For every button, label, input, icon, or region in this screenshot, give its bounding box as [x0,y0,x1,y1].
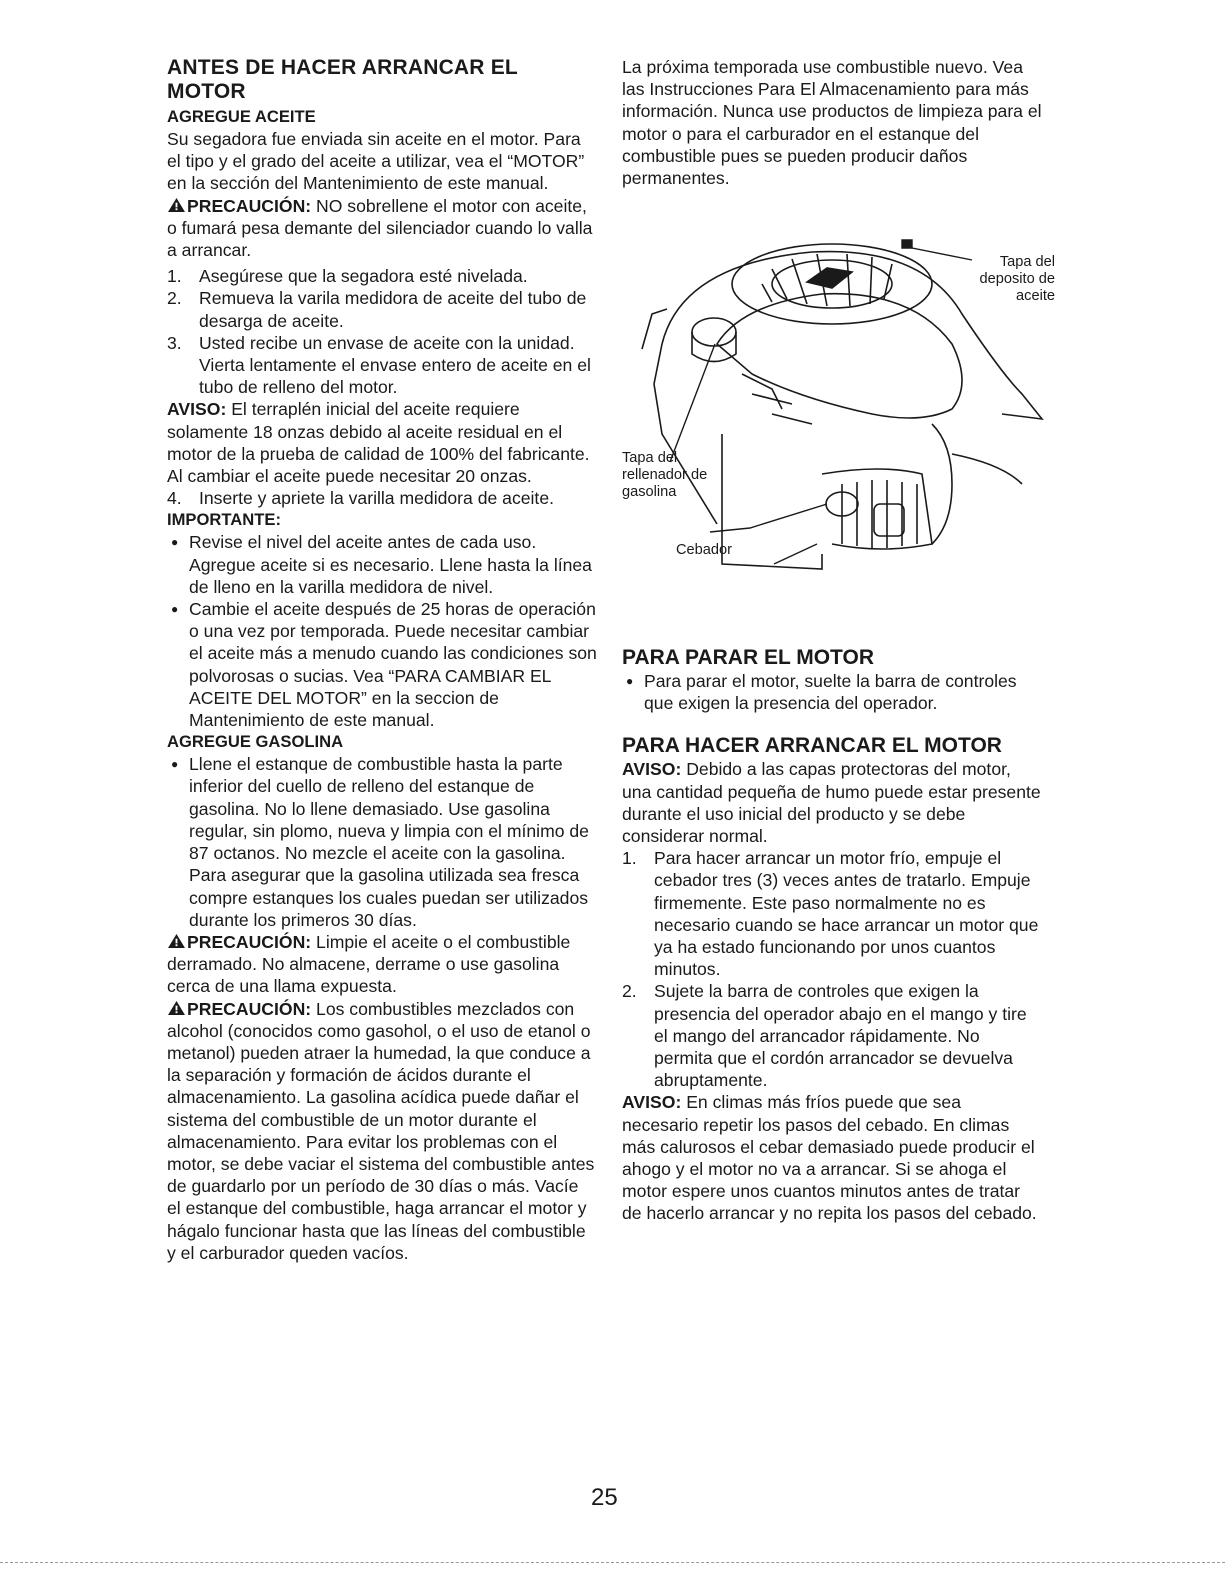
notice-oil-paragraph [167,398,597,487]
engine-diagram [622,224,1055,594]
left-column [167,56,597,1264]
notice-text: En climas más fríos puede que sea necesario repetir los pasos del cebado. En climas más calurosos el cebar demasiado puede producir el ahogo y el motor no va a arrancar. Si se ahoga el motor espere unos cuantos minutos antes de tratar de hacerlo arrancar y no repita los pasos del cebado. [622,1092,1037,1224]
notice-text: El terraplén inicial del aceite requiere solamente 18 onzas debido al aceite residual en el motor de la prueba de calidad de 100% del fabricante. Al cambiar el aceite puede necesitar 20 onzas. [167,399,590,487]
notice-text: Debido a las capas protectoras del motor, una cantidad pequeña de humo puede estar presente durante el uso inicial del producto y se debe considerar normal. [622,759,1041,847]
caution-label: PRECAUCIÓN: [187,998,312,1019]
add-gas-heading: AGREGUE GASOLINA [167,732,344,752]
section-title-before-starting: ANTES DE HACER ARRANCAR EL MOTOR [167,56,518,103]
caution-text: NO sobrellene el motor con aceite, o fumará pesa demante del silenciador cuando lo valla a arrancar. [167,195,593,261]
list-item: ● Llene el estanque de combustible hasta la parte inferior del cuello de relleno del estanque de gasolina. No lo llene demasiado. Use gasolina regular, sin plomo, nueva y limpia con el mínimo de 87 octanos. No mezcle el aceite con la gasolina. Para asegurar que la gasolina utilizada sea fresca compre estanques los cuales puedan ser utilizados durante los primeros 30 días. [171,754,589,930]
caution-text: Limpie el aceite o el combustible derramado. No almacene, derrame o use gasolina cerca de una llama expuesta. [167,931,571,997]
caution-oil-paragraph [167,195,597,262]
warning-triangle-icon [167,933,186,949]
list-item: 3. Usted recibe un envase de aceite con la unidad. Vierta lentamente el envase entero de aceite en el tubo de relleno del motor. [167,332,591,398]
add-oil-heading: AGREGUE ACEITE [167,107,316,126]
notice-label: AVISO: [622,759,682,780]
start-notice-paragraph [622,758,1042,847]
warning-triangle-icon [167,1000,186,1016]
notice-label: AVISO: [622,1092,682,1113]
important-heading: IMPORTANTE: [167,510,281,530]
caution-spill-paragraph [167,931,597,998]
label-oil-cap: Tapa del deposito de aceite [979,254,1055,304]
list-item: 2. Sujete la barra de controles que exigen la presencia del operador abajo en el mango y tire el mango del arrancador rápidamente. No permita que el cordón arrancador se devuelva abruptamente. [622,981,1027,1091]
page-number: 25 [591,1484,618,1511]
oil-steps-list [167,265,597,398]
bottom-divider [0,1562,1225,1563]
caution-label: PRECAUCIÓN: [187,931,312,952]
important-bullets [167,531,597,731]
add-oil-text: Su segadora fue enviada sin aceite en el motor. Para el tipo y el grado del aceite a utilizar, vea el “MOTOR” en la sección del Mantenimiento de este manual. [167,129,585,194]
start-steps-list [622,847,1042,1091]
label-fuel-cap: Tapa del rellenador de gasolina [622,450,708,500]
label-primer: Cebador [676,542,732,558]
start-engine-heading: PARA HACER ARRANCAR EL MOTOR [622,734,1002,758]
caution-alcohol-paragraph [167,998,597,1264]
notice-label: AVISO: [167,399,227,420]
list-item: ● Para parar el motor, suelte la barra de controles que exigen la presencia del operador. [626,671,1017,714]
gas-bullets [167,753,597,931]
list-item: 1. Asegúrese que la segadora esté nivelada. [167,266,528,287]
list-item: ● Cambie el aceite después de 25 horas de operación o una vez por temporada. Puede necesitar cambiar el aceite más a menudo cuando las condiciones son polvorosas o sucias. Vea “PARA CAMBIAR EL ACEITE DEL MOTOR” en la seccion de Mantenimiento de este manual. [171,599,597,731]
stop-bullets [622,670,1042,714]
list-item: ● Revise el nivel del aceite antes de cada uso. Agregue aceite si es necesario. Llene hasta la línea de lleno en la varilla medidora de nivel. [171,532,592,597]
stop-engine-heading: PARA PARAR EL MOTOR [622,646,875,669]
warning-triangle-icon [167,197,186,213]
list-item: 4. Inserte y apriete la varilla medidora de aceite. [167,488,554,509]
list-item: 1. Para hacer arrancar un motor frío, empuje el cebador tres (3) veces antes de tratarlo. Empuje firmemente. Este paso normalmente no es necesario cuando se hace arrancar un motor que ya ha estado funcionando por unos cuantos minutos. [622,848,1039,980]
right-column-intro [622,56,1042,189]
storage-intro-text: La próxima temporada use combustible nuevo. Vea las Instrucciones Para El Almacenamiento para más información. Nunca use productos de limpieza para el motor o para el carburador en el estanque del combustible pues se pueden producir daños permanentes. [622,57,1042,189]
right-column-lower [622,646,1042,1225]
caution-text: Los combustibles mezclados con alcohol (conocidos como gasohol, o el uso de etanol o metanol) pueden atraer la humedad, la que conduce a la separación y formación de ácidos durante el almacenamiento. La gasolina acídica puede dañar el sistema del combustible de un motor durante el almacenamiento. Para evitar los problemas con el motor, se debe vaciar el sistema del combustible antes de guardarlo por un período de 30 días o más. Vacíe el estanque del combustible, haga arrancar el motor y hágalo funcionar hasta que las líneas del combustible y el carburador queden vacíos. [167,998,595,1263]
caution-label: PRECAUCIÓN: [187,195,312,216]
cold-notice-paragraph [622,1091,1042,1224]
list-item: 2. Remueva la varila medidora de aceite del tubo de desarga de aceite. [167,288,587,331]
oil-step-4 [167,487,597,509]
